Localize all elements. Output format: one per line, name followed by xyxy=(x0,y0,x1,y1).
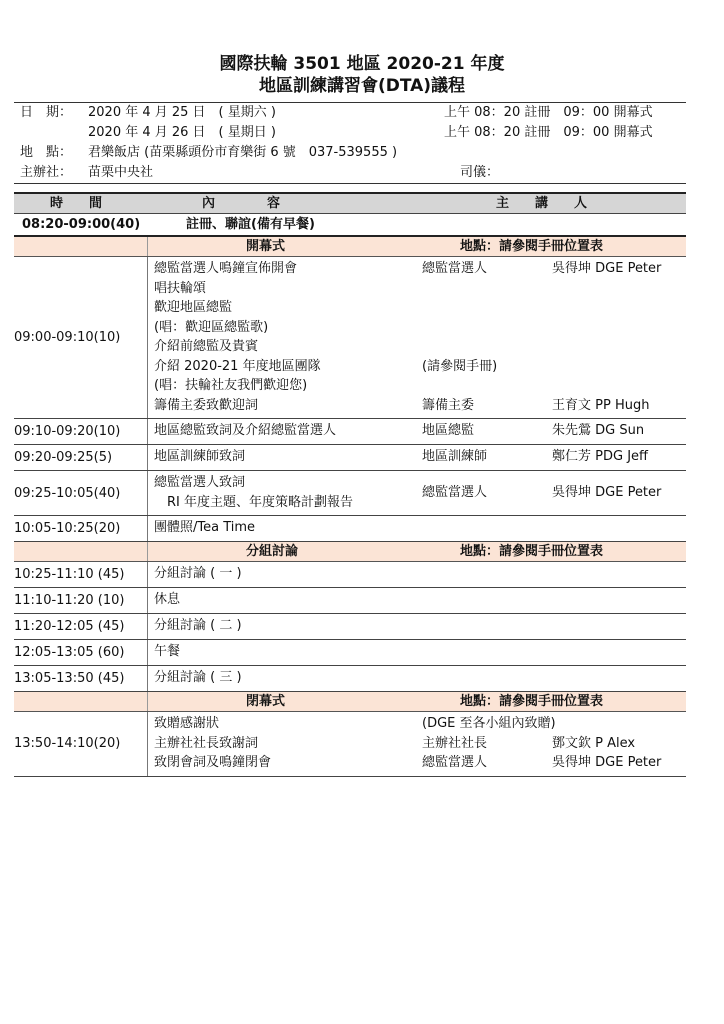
row-speakers xyxy=(422,421,474,441)
row-item: 休息 xyxy=(154,592,181,607)
schedule-row xyxy=(14,516,686,542)
row-speakers xyxy=(422,471,487,515)
speaker-name xyxy=(552,279,661,299)
column-divider xyxy=(147,666,148,691)
row-item: 總監當選人鳴鐘宣佈開會 xyxy=(154,261,298,276)
row-item: 分組討論 ( 二 ) xyxy=(154,618,242,633)
speaker-name: 鄭仁芳 PDG Jeff xyxy=(552,449,648,464)
row-items xyxy=(154,642,180,662)
speaker-role: 總監當選人 xyxy=(422,755,488,770)
speaker-role xyxy=(422,318,497,338)
speaker-role: 主辦社社長 xyxy=(422,735,488,751)
schedule-sections xyxy=(14,237,686,777)
row-items xyxy=(154,616,242,636)
row-names xyxy=(552,447,648,467)
section-header xyxy=(14,692,686,712)
event-info xyxy=(14,102,686,184)
row-item: 分組討論 ( 三 ) xyxy=(154,670,242,685)
row-item: 分組討論 ( 一 ) xyxy=(154,566,242,581)
row-item: 總監當選人致詞 xyxy=(154,475,246,490)
section-name: 開幕式 xyxy=(246,239,286,254)
row-item: 地區訓練師致詞 xyxy=(154,449,246,464)
speaker-name: 鄧文欽 P Alex xyxy=(552,735,636,751)
row-time: 10:25-11:10 (45) xyxy=(14,567,125,582)
row-item: 籌備主委致歡迎詞 xyxy=(154,397,259,413)
row-time: 09:25-10:05(40) xyxy=(14,485,121,501)
column-divider xyxy=(147,445,148,470)
speaker-name: 吳得坤 DGE Peter xyxy=(552,261,662,276)
row-item: 致贈感謝狀 xyxy=(154,716,220,731)
column-divider xyxy=(147,471,148,515)
speaker-role xyxy=(422,298,497,318)
column-divider xyxy=(147,614,148,639)
schedule-row xyxy=(14,471,686,516)
row-item: 歡迎地區總監 xyxy=(154,300,233,315)
column-divider xyxy=(147,542,148,561)
speaker-name xyxy=(552,337,661,357)
row-item: 午餐 xyxy=(154,644,181,659)
speaker-role: (DGE 至各小組內致贈) xyxy=(422,716,556,731)
section-location: 地點：請參閱手冊位置表 xyxy=(460,544,604,559)
date-1-time: 上午 08：20 註冊 09：00 開幕式 xyxy=(444,105,653,120)
host-value: 苗栗中央社 xyxy=(88,165,154,180)
schedule-row xyxy=(14,419,686,445)
section-name: 分組討論 xyxy=(246,544,299,559)
place-value: 君樂飯店 (苗栗縣頭份市育樂街 6 號 037-539555 ) xyxy=(88,145,398,160)
column-divider xyxy=(147,562,148,587)
speaker-role: 籌備主委 xyxy=(422,397,475,413)
column-divider xyxy=(147,257,148,418)
speaker-name xyxy=(552,318,661,338)
row-time: 11:20-12:05 (45) xyxy=(14,619,125,634)
row-item: 團體照/Tea Time xyxy=(154,520,256,535)
row-items xyxy=(154,590,180,610)
speaker-role: 地區總監 xyxy=(422,423,475,438)
row-names xyxy=(552,471,661,515)
speaker-role: 地區訓練師 xyxy=(422,449,488,464)
schedule-row xyxy=(14,445,686,471)
row-time: 11:10-11:20 (10) xyxy=(14,593,125,608)
column-divider xyxy=(147,640,148,665)
column-divider xyxy=(147,712,148,776)
row-time: 09:10-09:20(10) xyxy=(14,424,121,439)
row-time: 09:00-09:10(10) xyxy=(14,330,121,345)
row-names xyxy=(552,714,661,773)
speaker-role: 總監當選人 xyxy=(422,261,488,276)
row-speakers xyxy=(422,714,556,773)
row-items xyxy=(154,421,336,441)
row-item: RI 年度主題、年度策略計劃報告 xyxy=(154,494,353,510)
section-name: 閉幕式 xyxy=(246,694,286,709)
row-speakers xyxy=(422,259,497,415)
date-2-time: 上午 08：20 註冊 09：00 開幕式 xyxy=(444,125,653,140)
header-speaker: 主 講 人 xyxy=(496,196,588,211)
schedule-row xyxy=(14,257,686,419)
registration-text: 註冊、聯誼(備有早餐) xyxy=(186,217,315,232)
row-items xyxy=(154,473,353,512)
registration-time: 08:20-09:00(40) xyxy=(22,217,141,232)
date-label: 日 期： xyxy=(20,105,73,120)
column-divider xyxy=(147,237,148,256)
speaker-role xyxy=(422,376,497,396)
schedule-table xyxy=(14,192,686,777)
mc-label: 司儀： xyxy=(460,165,500,180)
column-divider xyxy=(147,516,148,541)
section-location: 地點：請參閱手冊位置表 xyxy=(460,239,604,254)
row-time: 13:50-14:10(20) xyxy=(14,736,121,752)
speaker-name: 朱先鶯 DG Sun xyxy=(552,423,645,438)
section-header xyxy=(14,542,686,562)
row-items xyxy=(154,714,271,773)
row-names xyxy=(552,259,661,415)
row-items xyxy=(154,259,321,415)
document-title: 國際扶輪 3501 地區 2020-21 年度 xyxy=(219,54,505,74)
header-time: 時 間 xyxy=(50,196,103,211)
registration-row xyxy=(14,214,686,237)
schedule-row xyxy=(14,614,686,640)
schedule-row xyxy=(14,588,686,614)
speaker-role: 總監當選人 xyxy=(422,485,488,501)
row-speakers xyxy=(422,447,487,467)
speaker-name xyxy=(552,357,661,377)
speaker-name xyxy=(552,714,661,734)
section-location: 地點：請參閱手冊位置表 xyxy=(460,694,604,709)
speaker-name: 吳得坤 DGE Peter xyxy=(552,755,662,770)
speaker-name xyxy=(552,298,661,318)
header-content: 內 容 xyxy=(202,196,281,211)
section-header xyxy=(14,237,686,257)
row-item: 主辦社社長致謝詞 xyxy=(154,735,259,751)
row-time: 12:05-13:05 (60) xyxy=(14,645,125,660)
row-time: 09:20-09:25(5) xyxy=(14,450,113,465)
speaker-name: 吳得坤 DGE Peter xyxy=(552,485,662,501)
table-header xyxy=(14,192,686,214)
speaker-role: (請參閱手冊) xyxy=(422,358,498,374)
date-2: 2020 年 4 月 26 日 ( 星期日 ) xyxy=(88,125,276,140)
column-divider xyxy=(147,419,148,444)
row-item: 唱扶輪頌 xyxy=(154,280,207,296)
row-items xyxy=(154,518,255,538)
row-item: 介紹前總監及貴賓 xyxy=(154,339,259,354)
date-1: 2020 年 4 月 25 日 ( 星期六 ) xyxy=(88,105,276,120)
schedule-row xyxy=(14,562,686,588)
column-divider xyxy=(147,692,148,711)
row-item: (唱：歡迎區總監歌) xyxy=(154,319,269,335)
row-time: 13:05-13:50 (45) xyxy=(14,671,125,686)
column-divider xyxy=(147,588,148,613)
document-subtitle: 地區訓練講習會(DTA)議程 xyxy=(258,76,466,96)
row-item: 介紹 2020-21 年度地區團隊 xyxy=(154,358,321,374)
row-items xyxy=(154,668,242,688)
schedule-row xyxy=(14,640,686,666)
place-label: 地 點： xyxy=(20,145,73,160)
row-item: 致閉會詞及鳴鐘閉會 xyxy=(154,755,272,770)
speaker-name xyxy=(552,376,661,396)
row-item: 地區總監致詞及介紹總監當選人 xyxy=(154,423,337,438)
host-label: 主辦社： xyxy=(20,165,73,180)
row-item: (唱：扶輪社友我們歡迎您) xyxy=(154,378,308,393)
schedule-row xyxy=(14,712,686,777)
speaker-name: 王育文 PP Hugh xyxy=(552,397,650,413)
row-items xyxy=(154,447,245,467)
row-items xyxy=(154,564,242,584)
schedule-row xyxy=(14,666,686,692)
speaker-role xyxy=(422,279,497,299)
row-names xyxy=(552,421,644,441)
row-time: 10:05-10:25(20) xyxy=(14,521,121,536)
speaker-role xyxy=(422,337,497,357)
